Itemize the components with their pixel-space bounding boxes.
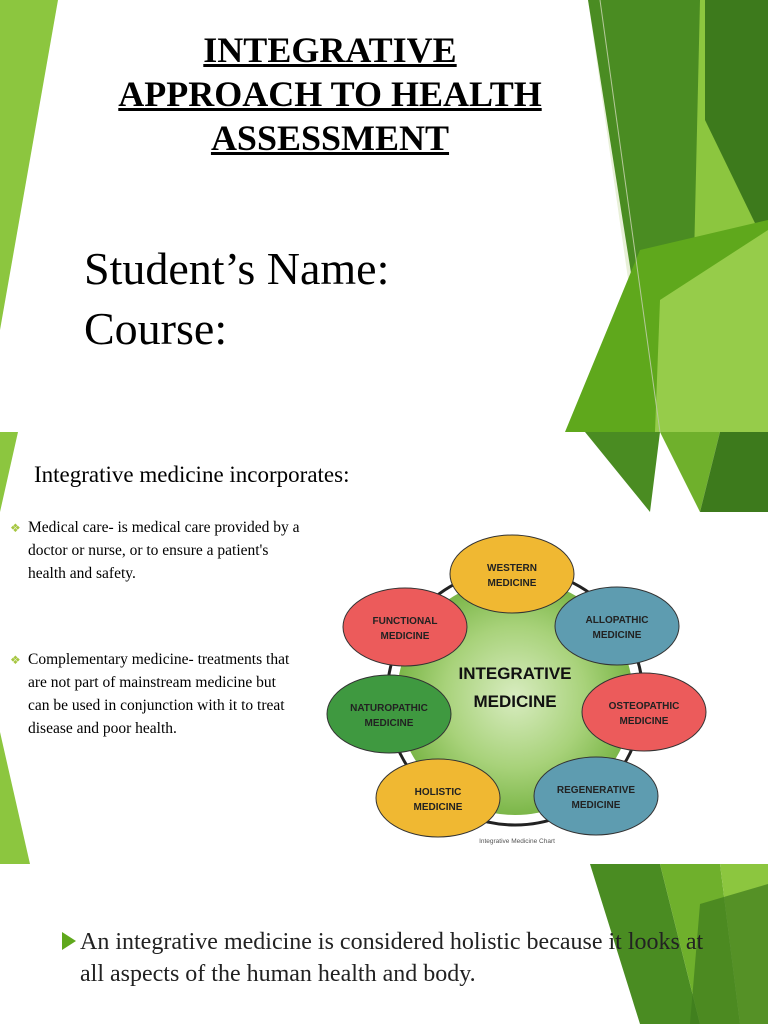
medicine-node-label: NATUROPATHIC bbox=[350, 703, 428, 714]
medicine-node-label: MEDICINE bbox=[619, 716, 669, 727]
medicine-node bbox=[450, 535, 574, 613]
center-label-line-2: MEDICINE bbox=[473, 692, 557, 711]
medicine-node-ellipse bbox=[376, 759, 500, 837]
medicine-node-label: HOLISTIC bbox=[414, 787, 462, 798]
bullet-item bbox=[10, 516, 300, 585]
medicine-node bbox=[343, 588, 467, 666]
medicine-node bbox=[327, 675, 451, 753]
medicine-node-label: ALLOPATHIC bbox=[585, 615, 649, 626]
medicine-node bbox=[376, 759, 500, 837]
medicine-node-ellipse bbox=[582, 673, 706, 751]
bullet-item bbox=[10, 648, 300, 740]
slide-title bbox=[40, 28, 620, 160]
medicine-node-ellipse bbox=[450, 535, 574, 613]
student-name-label: Student’s Name: bbox=[84, 243, 390, 294]
medicine-node-label: OSTEOPATHIC bbox=[608, 701, 680, 712]
summary-slide bbox=[0, 864, 768, 1024]
medicine-node-label: REGENERATIVE bbox=[556, 785, 636, 796]
diamond-bullet-icon: ❖ bbox=[10, 653, 21, 667]
medicine-node-ellipse bbox=[534, 757, 658, 835]
title-line-2: APPROACH TO HEALTH bbox=[118, 74, 542, 114]
medicine-node-ellipse bbox=[327, 675, 451, 753]
medicine-node-label: MEDICINE bbox=[592, 630, 642, 641]
medicine-node-label: FUNCTIONAL bbox=[372, 616, 438, 627]
title-line-3: ASSESSMENT bbox=[210, 118, 450, 158]
center-label-line-1: INTEGRATIVE bbox=[458, 664, 572, 683]
medicine-node bbox=[555, 587, 679, 665]
medicine-node-ellipse bbox=[555, 587, 679, 665]
bullet-text: Medical care- is medical care provided by a doctor or nurse, or to ensure a patient's health and safety. bbox=[28, 519, 300, 582]
medicine-node-label: WESTERN bbox=[487, 563, 537, 574]
medicine-node-label: MEDICINE bbox=[571, 800, 621, 811]
medicine-node-label: MEDICINE bbox=[380, 631, 430, 642]
diamond-bullet-icon: ❖ bbox=[10, 521, 21, 535]
medicine-node-label: MEDICINE bbox=[487, 578, 537, 589]
title-slide bbox=[0, 0, 768, 432]
summary-bullet bbox=[62, 926, 722, 990]
medicine-node-label: MEDICINE bbox=[364, 718, 414, 729]
medicine-node-ellipse bbox=[343, 588, 467, 666]
summary-text: An integrative medicine is considered holistic because it looks at all aspects of the human health and body. bbox=[80, 929, 704, 987]
medicine-node bbox=[582, 673, 706, 751]
diagram-svg bbox=[325, 527, 715, 862]
bullet-text: Complementary medicine- treatments that are not part of mainstream medicine but can be used in conjunction with it to treat disease and poor health. bbox=[28, 651, 290, 737]
integrative-medicine-diagram bbox=[325, 527, 715, 862]
diagram-caption: Integrative Medicine Chart bbox=[479, 838, 555, 845]
course-label: Course: bbox=[84, 303, 228, 354]
medicine-node-label: MEDICINE bbox=[413, 802, 463, 813]
triangle-bullet-icon bbox=[62, 932, 76, 950]
medicine-node bbox=[534, 757, 658, 835]
intro-text: Integrative medicine incorporates: bbox=[34, 462, 350, 487]
content-slide bbox=[0, 432, 768, 864]
title-line-1: INTEGRATIVE bbox=[203, 30, 457, 70]
